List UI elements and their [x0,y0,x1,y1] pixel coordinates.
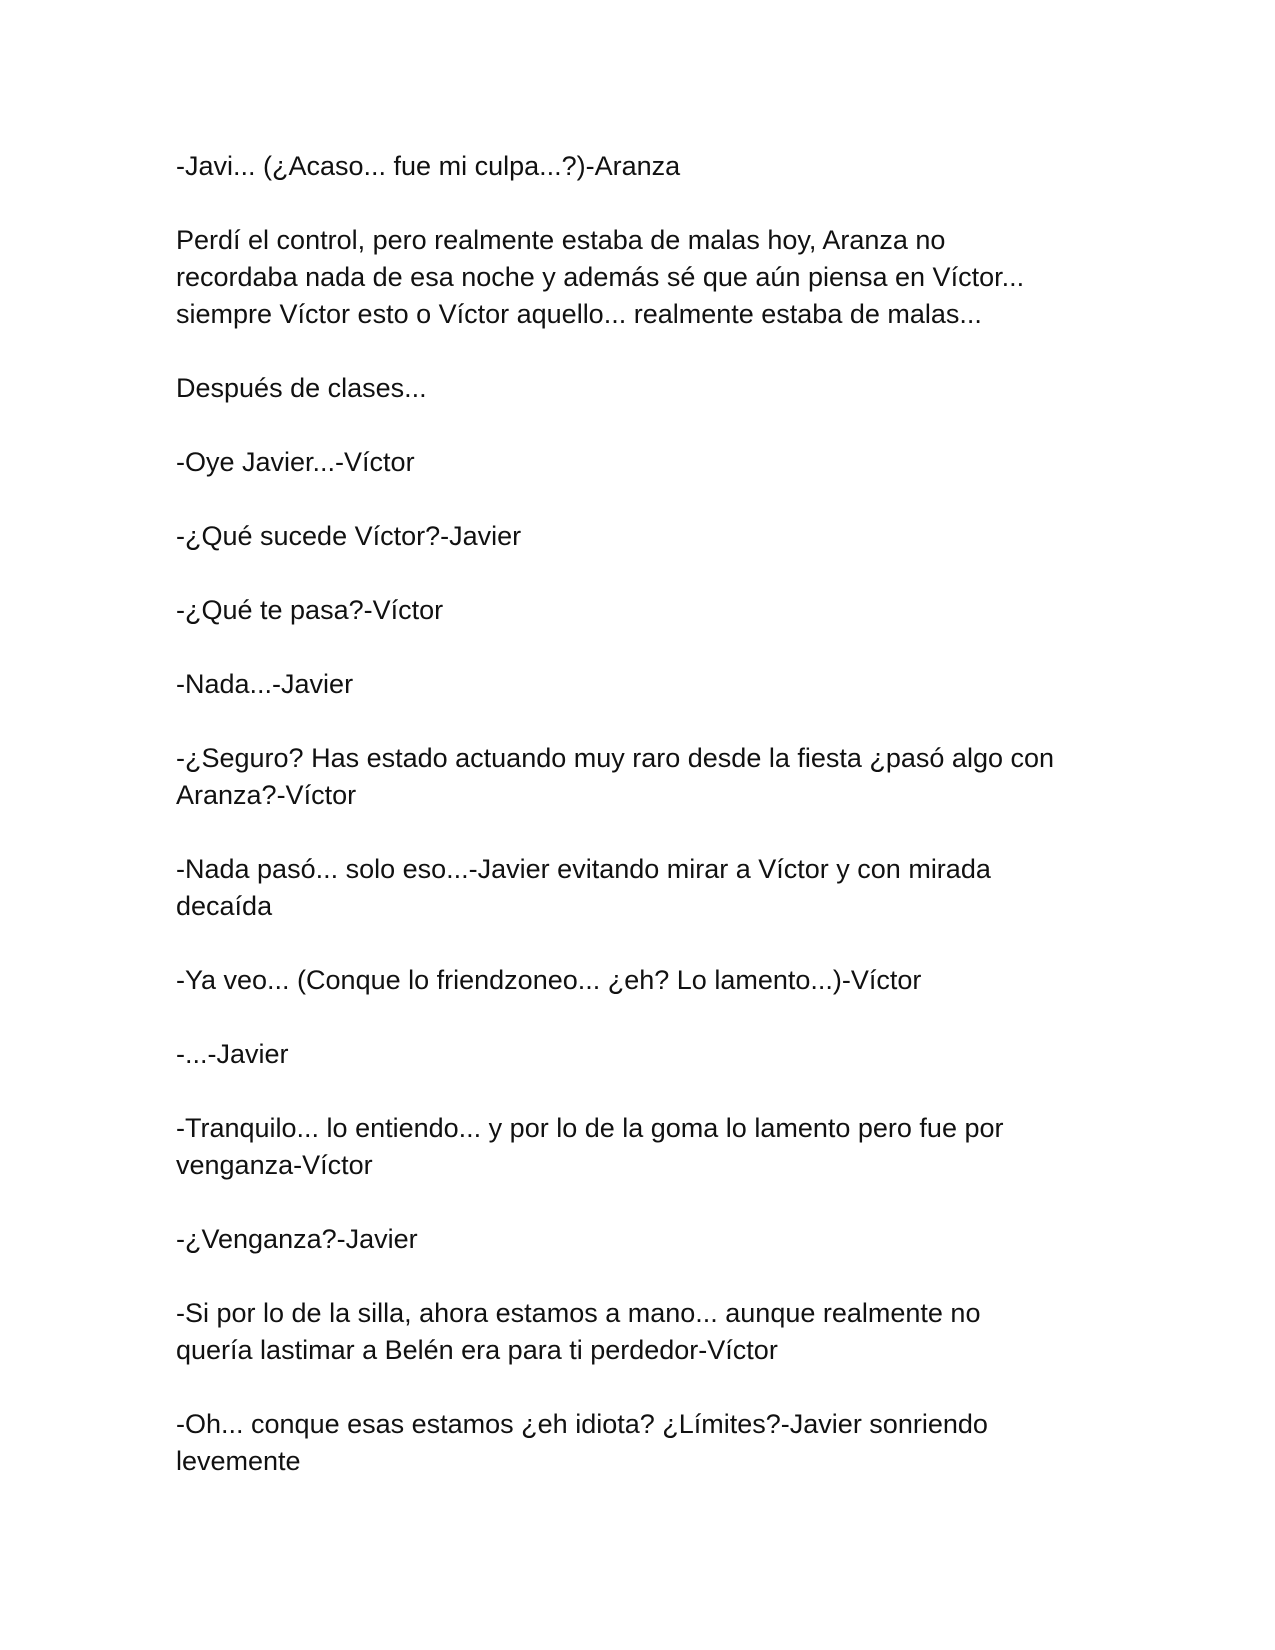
paragraph-12 [176,1110,1111,1184]
text-line: -¿Venganza?-Javier [176,1224,418,1254]
text-line: -Tranquilo... lo entiendo... y por lo de la goma lo lamento pero fue por [176,1113,1004,1143]
text-line: venganza-Víctor [176,1150,373,1180]
text-line: -Nada pasó... solo eso...-Javier evitando mirar a Víctor y con mirada [176,854,991,884]
paragraph-10 [176,962,1111,999]
paragraph-9 [176,851,1111,925]
text-line: siempre Víctor esto o Víctor aquello... realmente estaba de malas... [176,299,982,329]
paragraph-8 [176,740,1111,814]
text-line: -Javi... (¿Acaso... fue mi culpa...?)-Aranza [176,151,681,181]
text-line: -Si por lo de la silla, ahora estamos a mano... aunque realmente no [176,1298,981,1328]
text-line: Aranza?-Víctor [176,780,357,810]
text-line: recordaba nada de esa noche y además sé que aún piensa en Víctor... [176,262,1025,292]
text-line: quería lastimar a Belén era para ti perdedor-Víctor [176,1335,778,1365]
text-line: -Oh... conque esas estamos ¿eh idiota? ¿Límites?-Javier sonriendo [176,1409,988,1439]
text-line: -¿Seguro? Has estado actuando muy raro desde la fiesta ¿pasó algo con [176,743,1055,773]
text-line: -¿Qué te pasa?-Víctor [176,595,444,625]
text-line: -¿Qué sucede Víctor?-Javier [176,521,522,551]
paragraph-5 [176,518,1111,555]
paragraph-15 [176,1406,1111,1480]
document-body [176,148,1111,1517]
paragraph-3 [176,370,1111,407]
paragraph-6 [176,592,1111,629]
paragraph-11 [176,1036,1111,1073]
text-line: -Nada...-Javier [176,669,354,699]
paragraph-7 [176,666,1111,703]
text-line: -Ya veo... (Conque lo friendzoneo... ¿eh? Lo lamento...)-Víctor [176,965,922,995]
text-line: decaída [176,891,273,921]
text-line: -Oye Javier...-Víctor [176,447,415,477]
paragraph-14 [176,1295,1111,1369]
text-line: Después de clases... [176,373,427,403]
text-line: levemente [176,1446,301,1476]
paragraph-13 [176,1221,1111,1258]
paragraph-4 [176,444,1111,481]
text-line: Perdí el control, pero realmente estaba de malas hoy, Aranza no [176,225,946,255]
text-line: -...-Javier [176,1039,289,1069]
paragraph-1 [176,148,1111,185]
paragraph-2 [176,222,1111,333]
